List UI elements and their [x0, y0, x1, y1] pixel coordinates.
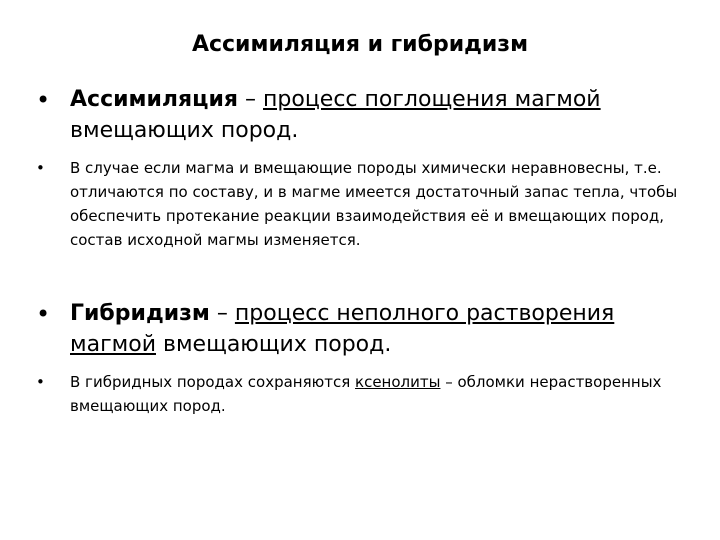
bullet-icon: •: [36, 300, 51, 328]
definition-assimilation-rest: вмещающих пород.: [70, 118, 299, 143]
bullet-hybridism: [36, 298, 696, 360]
bullet-assimilation-explanation: [36, 156, 696, 252]
bullet-icon: •: [36, 373, 45, 391]
bullet-icon: •: [36, 159, 45, 177]
definition-hybridism-rest: вмещающих пород.: [156, 332, 392, 357]
bullet-xenoliths: [36, 370, 696, 418]
xenoliths-text-before: В гибридных породах сохраняются: [70, 373, 356, 391]
bullet-assimilation-text: [70, 84, 696, 146]
term-assimilation: Ассимиляция: [70, 87, 239, 112]
dash: –: [238, 87, 264, 112]
xenoliths-text: [70, 370, 696, 418]
explanation-text: В случае если магма и вмещающие породы химически неравновесны, т.е. отличаются по составу, и в магме имеется достаточный запас тепла, чтобы обеспечить протекание реакции взаимодействия её и вмещающих пород, состав исходной магмы изменяется.: [70, 159, 678, 249]
definition-assimilation-underlined: процесс поглощения магмой: [263, 87, 601, 112]
term-hybridism: Гибридизм: [70, 301, 210, 326]
bullet-hybridism-text: [70, 298, 696, 360]
dash: –: [209, 301, 235, 326]
bullet-assimilation: [36, 84, 696, 146]
term-xenoliths: ксенолиты: [355, 373, 441, 391]
definition-hybridism-underlined: процесс неполного растворения магмой: [70, 301, 615, 357]
xenoliths-text-after: – обломки нерастворенных вмещающих пород.: [70, 373, 662, 415]
bullet-icon: •: [36, 86, 51, 114]
slide-title: Ассимиляция и гибридизм: [191, 32, 529, 57]
